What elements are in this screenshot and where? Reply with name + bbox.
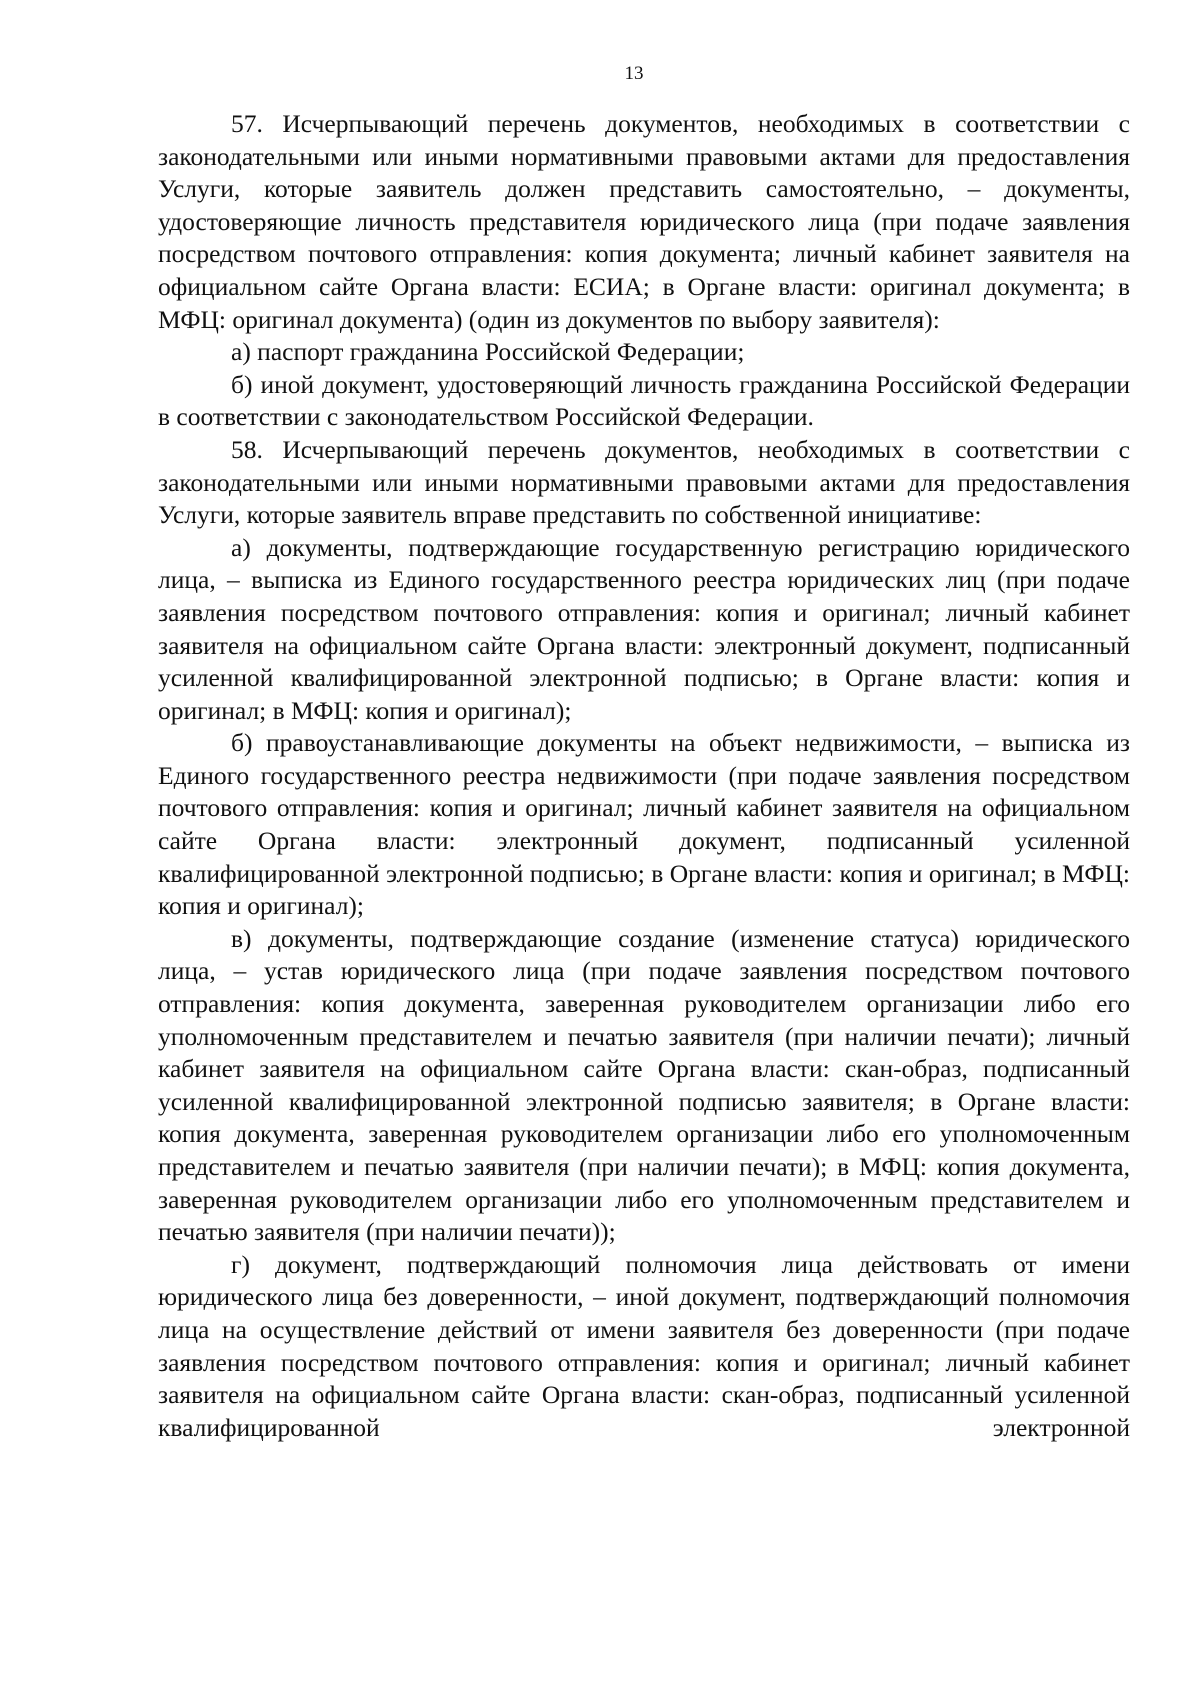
- paragraph-58-item-a: а) документы, подтверждающие государственную регистрацию юридического лица, – выписка из Единого государственного реестра юридических лиц (при подаче заявления посредством почтового отправления: копия и оригинал; личный кабинет заявителя на официальном сайте Органа власти: электронный документ, подписанный усиленной квалифицированной электронной подписью; в Органе власти: копия и оригинал; в МФЦ: копия и оригинал);: [158, 532, 1130, 725]
- paragraph-58-item-g: г) документ, подтверждающий полномочия лица действовать от имени юридического лица без доверенности, – иной документ, подтверждающий полномочия лица на осуществление действий от имени заявителя без доверенности (при подаче заявления посредством почтового отправления: копия и оригинал; личный кабинет заявителя на официальном сайте Органа власти: скан-образ, подписанный усиленной квалифицированной электронной: [158, 1249, 1130, 1442]
- paragraph-57-item-a: а) паспорт гражданина Российской Федерации;: [231, 337, 745, 367]
- page-number: 13: [624, 63, 644, 84]
- paragraph-57-item-b: б) иной документ, удостоверяющий личность гражданина Российской Федерации в соответствии с законодательством Российской Федерации.: [158, 369, 1130, 432]
- paragraph-58-item-v: в) документы, подтверждающие создание (изменение статуса) юридического лица, – устав юридического лица (при подаче заявления посредством почтового отправления: копия документа, заверенная руководителем организации либо его уполномоченным представителем и печатью заявителя (при наличии печати); личный кабинет заявителя на официальном сайте Органа власти: скан-образ, подписанный усиленной квалифицированной электронной подписью заявителя; в Органе власти: копия документа, заверенная руководителем организации либо его уполномоченным представителем и печатью заявителя (при наличии печати); в МФЦ: копия документа, заверенная руководителем организации либо его уполномоченным представителем и печатью заявителя (при наличии печати));: [158, 923, 1130, 1247]
- paragraph-57: 57. Исчерпывающий перечень документов, необходимых в соответствии с законодательными или иными нормативными правовыми актами для предоставления Услуги, которые заявитель должен представить самостоятельно, – документы, удостоверяющие личность представителя юридического лица (при подаче заявления посредством почтового отправления: копия документа; личный кабинет заявителя на официальном сайте Органа власти: ЕСИА; в Органе власти: оригинал документа; в МФЦ: оригинал документа) (один из документов по выбору заявителя):: [158, 109, 1130, 334]
- paragraph-58-item-b: б) правоустанавливающие документы на объект недвижимости, – выписка из Единого государственного реестра недвижимости (при подаче заявления посредством почтового отправления: копия и оригинал; личный кабинет заявителя на официальном сайте Органа власти: электронный документ, подписанный усиленной квалифицированной электронной подписью; в Органе власти: копия и оригинал; в МФЦ: копия и оригинал);: [158, 728, 1130, 921]
- paragraph-58: 58. Исчерпывающий перечень документов, необходимых в соответствии с законодательными или иными нормативными правовыми актами для предоставления Услуги, которые заявитель вправе представить по собственной инициативе:: [158, 434, 1130, 530]
